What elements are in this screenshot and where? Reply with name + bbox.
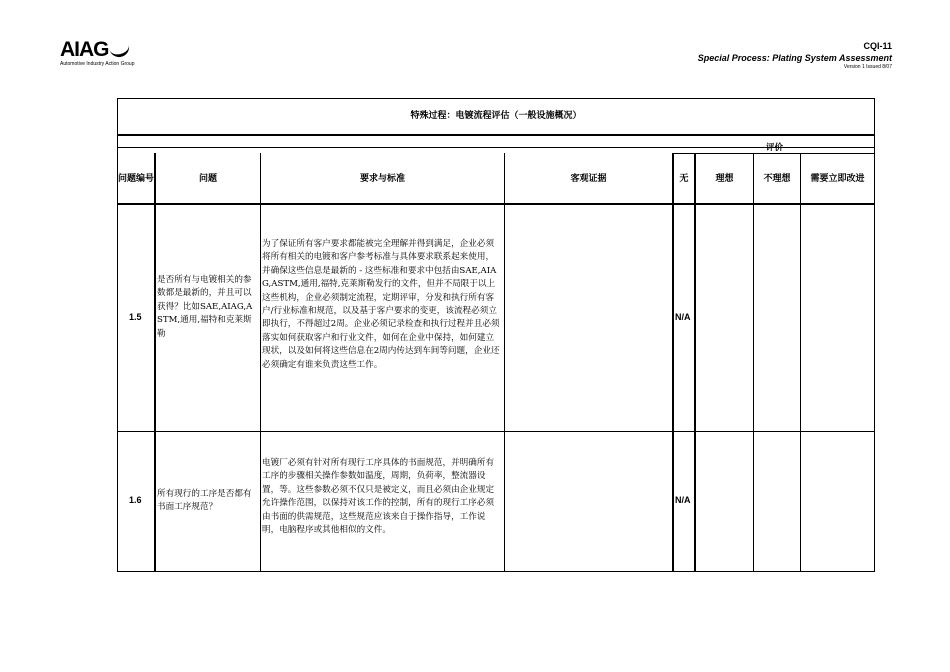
document-header (698, 41, 892, 71)
requirement-text: 电镀厂必须有针对所有现行工序具体的书面规范，并明确所有工序的步骤相关操作参数如温度，周期，负荷率，整流器设置，等。这些参数必须不仅只是被定义，而且必须由企业规定允许操作范围，以保持对该工作的控制，所有的现行工序必须由书面的供需规范，这些规范应该来自于操作指导，工作说明，电脑程序或其他相似的文件。 (262, 458, 495, 536)
header-bottom-rule (117, 203, 875, 205)
col-divider (504, 153, 505, 572)
assessment-table (117, 98, 875, 572)
col-divider (753, 153, 754, 572)
eval-group-label: 评价 (765, 142, 783, 153)
question-text: 所有现行的工序是否都有书面工序规范？ (157, 489, 252, 513)
col-header-ideal: 理想 (715, 173, 734, 184)
table-border-right (874, 98, 875, 572)
requirement-text: 为了保证所有客户要求都能被完全理解并得到满足，企业必须将所有相关的电镀和客户参考标准与具体要求联系起来使用，并确保这些信息是最新的 - 这些标准和要求中包括由SAE,AIAG,ASTM,通用,福特,克莱斯勒发行的文件，但并不局限于以上这些机构，企业必须制定流程，定期评审，分发和执行所有客户/行业标准和规范，以及基于客户要求的变更，该流程必须立即执行，不得超过2周。企业必须记录检查和执行过程并且必须落实如何获取客户和行业文件，如何在企业中保持，如何建立现状，以及如何将这些信息在2周内传达到车间等问题，企业还必须确定有谁来负责这些工作。 (262, 239, 500, 370)
col-header-immediate: 需要立即改进 (810, 173, 865, 184)
logo-tagline: Automotive Industry Action Group (60, 61, 135, 67)
logo-swoosh-icon (108, 41, 131, 59)
col-header-evidence: 客观证据 (570, 173, 607, 184)
col-header-num: 问题编号 (118, 173, 155, 184)
col-divider (694, 153, 696, 572)
document-title: Special Process: Plating System Assessment (697, 53, 892, 63)
title-rule (117, 134, 875, 136)
aiag-logo (60, 40, 134, 68)
na-mark: N/A (675, 495, 691, 505)
col-header-requirement: 要求与标准 (359, 173, 405, 184)
document-version: Version 1 Issued 8/07 (843, 64, 892, 70)
col-header-question: 问题 (198, 173, 217, 184)
evidence-field[interactable] (507, 457, 669, 477)
table-title: 特殊过程：电镀流程评估（一般设施概况） (410, 111, 582, 121)
col-divider (154, 153, 156, 572)
col-header-not-ideal: 不理想 (763, 173, 791, 184)
col-header-none: 无 (679, 173, 689, 184)
col-divider (800, 153, 801, 572)
col-divider (260, 153, 261, 572)
question-text: 是否所有与电镀相关的参数都是最新的，并且可以获得？比如SAE,AIAG,ASTM,通用,福特和克莱斯勒 (157, 275, 253, 339)
col-divider (672, 153, 674, 572)
row-number: 1.5 (129, 312, 142, 322)
row-divider (117, 431, 875, 432)
evidence-field[interactable] (507, 238, 669, 258)
row-number: 1.6 (129, 495, 142, 505)
logo-mark: AIAG (60, 38, 109, 61)
table-border-bottom (117, 571, 875, 572)
na-mark: N/A (675, 312, 691, 322)
document-code: CQI-11 (863, 41, 892, 51)
